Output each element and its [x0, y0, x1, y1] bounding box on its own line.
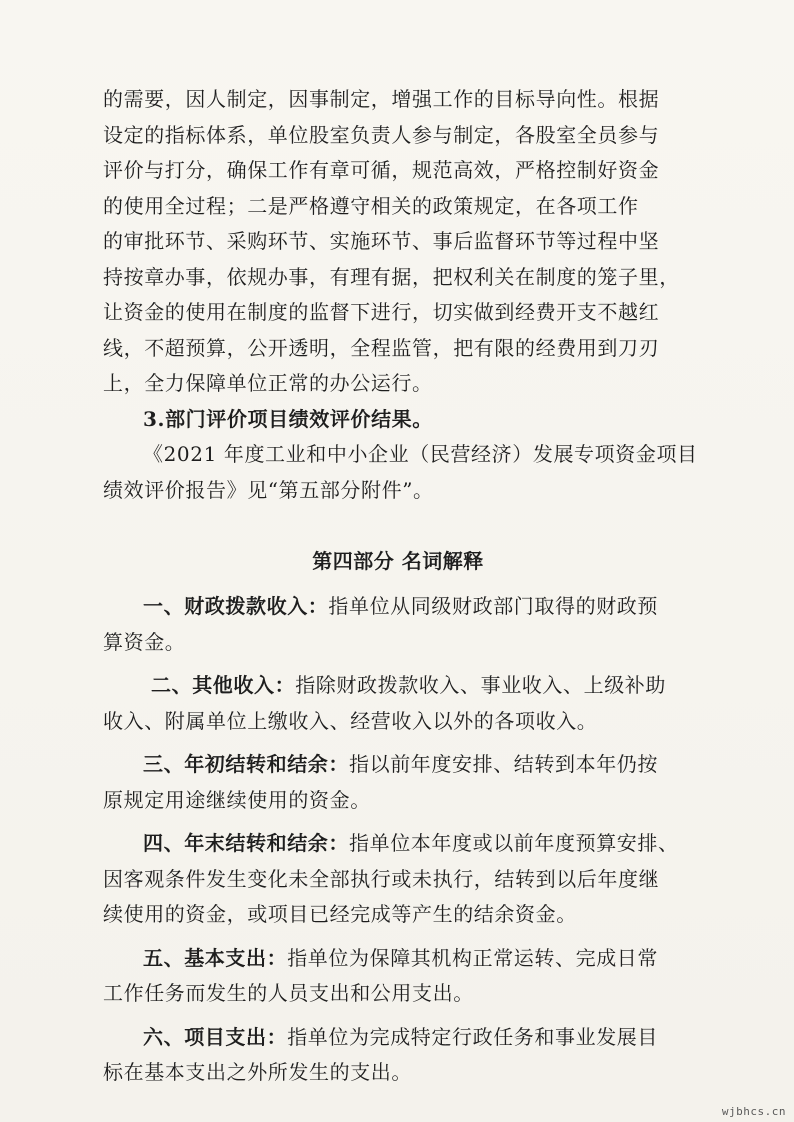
definition-text: 原规定用途继续使用的资金。	[103, 787, 371, 812]
definition-term: 三、年初结转和结余：	[143, 752, 349, 776]
definition-text: 因客观条件发生变化未全部执行或未执行，结转到以后年度继	[103, 866, 660, 891]
paragraph-line: 《2021 年度工业和中小企业（民营经济）发展专项资金项目	[143, 442, 698, 466]
paragraph-line: 的审批环节、采购环节、实施环节、事后监督环节等过程中坚	[103, 229, 660, 253]
definition-item	[103, 589, 693, 660]
paragraph-line: 的使用全过程；二是严格遵守相关的政策规定，在各项工作	[103, 193, 639, 218]
definition-item	[103, 1020, 693, 1091]
definition-text: 指除财政拨款收入、事业收入、上级补助	[295, 673, 667, 697]
paragraph-line: 让资金的使用在制度的监督下进行，切实做到经费开支不越红	[103, 300, 660, 324]
definition-list	[103, 589, 693, 1091]
item-3-evaluation-result	[103, 402, 698, 509]
definition-item	[103, 668, 693, 739]
definition-text: 算资金。	[103, 629, 186, 654]
definition-term: 六、项目支出：	[143, 1024, 288, 1049]
definition-item	[103, 747, 693, 818]
definition-item	[103, 826, 693, 933]
definition-text: 指单位本年度或以前年度预算安排、	[349, 831, 679, 855]
paragraph-line: 线，不超预算，公开透明，全程监管，把有限的经费用到刀刃	[103, 335, 660, 360]
definition-text: 指单位从同级财政部门取得的财政预	[328, 594, 659, 618]
document-content	[103, 82, 698, 1091]
definition-term: 二、其他收入：	[151, 673, 296, 697]
definition-text: 指以前年度安排、结转到本年仍按	[349, 752, 658, 776]
paragraph-line: 评价与打分，确保工作有章可循，规范高效，严格控制好资金	[103, 158, 660, 182]
paragraph-line: 的需要，因人制定，因事制定，增强工作的目标导向性。根据	[103, 87, 660, 111]
definition-text: 收入、附属单位上缴收入、经营收入以外的各项收入。	[103, 708, 598, 733]
definition-item	[103, 941, 693, 1012]
paragraph-budget-control	[103, 82, 693, 402]
definition-text: 续使用的资金，或项目已经完成等产生的结余资金。	[103, 902, 577, 926]
paragraph-line: 绩效评价报告》见“第五部分附件”。	[103, 477, 434, 502]
section-title: 第四部分 名词解释	[312, 549, 484, 573]
site-watermark: wjbhcs.cn	[721, 1105, 786, 1118]
definition-term: 一、财政拨款收入：	[143, 594, 329, 618]
paragraph-line: 设定的指标体系，单位股室负责人参与制定，各股室全员参与	[103, 122, 660, 147]
definition-text: 工作任务而发生的人员支出和公用支出。	[103, 981, 474, 1005]
definition-text: 指单位为完成特定行政任务和事业发展目	[287, 1024, 659, 1049]
paragraph-line: 持按章办事，依规办事，有理有据，把权利关在制度的笼子里，	[103, 264, 680, 289]
item-3-heading: 3.部门评价项目绩效评价结果。	[143, 406, 433, 431]
definition-text: 指单位为保障其机构正常运转、完成日常	[287, 945, 659, 970]
paragraph-line: 上，全力保障单位正常的办公运行。	[103, 371, 433, 395]
definition-term: 五、基本支出：	[143, 945, 288, 970]
definition-text: 标在基本支出之外所发生的支出。	[103, 1060, 412, 1084]
definition-term: 四、年末结转和结余：	[143, 831, 349, 855]
